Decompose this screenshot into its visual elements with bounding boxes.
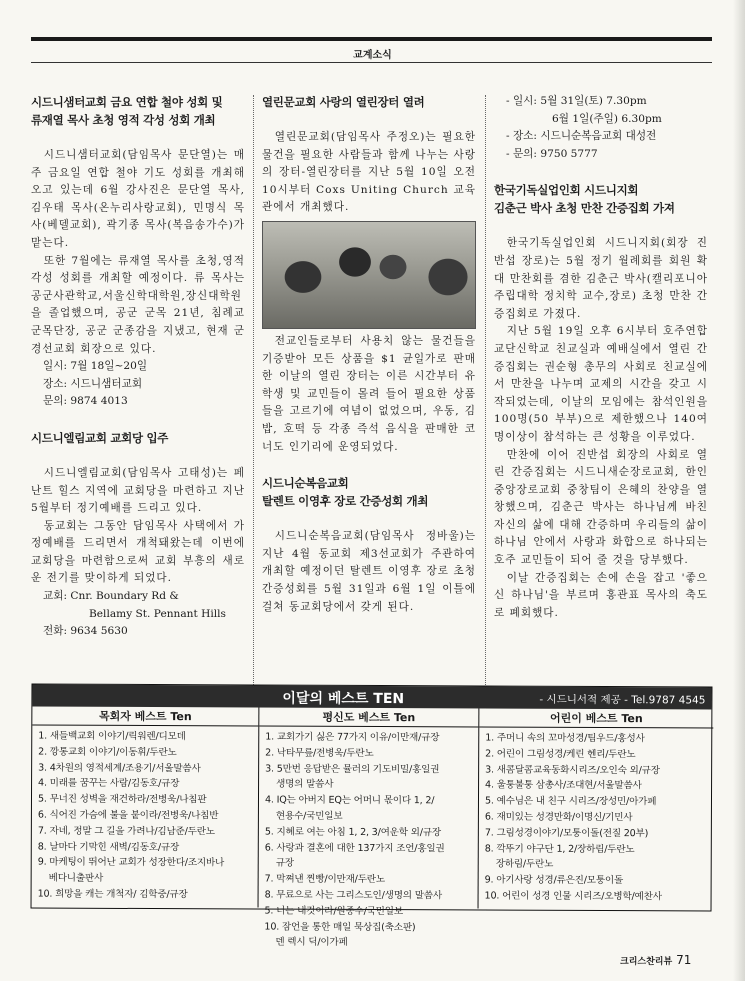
article-headline: 열린문교회 사랑의 열린장터 열려: [262, 95, 425, 109]
book-item: 7. 막쪄낸 찐빵/이만재/두란노: [264, 873, 385, 886]
column-2: [262, 93, 476, 616]
best-ten-header: [32, 685, 711, 710]
book-item: 7. 자네, 정말 그 길을 가려나/김남준/두란노: [37, 825, 215, 838]
best-ten-title: 이달의 베스트 TEN: [282, 690, 405, 708]
column-3: [494, 93, 708, 622]
article-paragraph: 시드니엘림교회(담임목사 고태성)는 페난트 힐스 지역에 교회당을 마련하고 지난 5월부터 정기예배를 드리고 있다.: [31, 466, 245, 515]
book-item: 4. IQ는 아버지 EQ는 어머니 몫이다 1, 2/: [264, 794, 435, 807]
article-headline: 시드니엘림교회 교회당 입주: [31, 430, 169, 445]
book-item: 9. 아기사랑 성경/류은진/모퉁이돌: [484, 874, 624, 887]
book-item: 5. 예수님은 내 친구 시리즈/장성민/아가페: [484, 795, 657, 808]
book-list: [258, 727, 478, 955]
book-item: 10. 희망을 캐는 개척자/ 김학중/규장: [37, 888, 188, 901]
best-ten-box: [31, 684, 713, 949]
book-item: 6. 사랑과 결혼에 대한 137가지 조언/홍일권: [264, 842, 445, 854]
column-divider: [485, 95, 486, 685]
article-paragraph: 열린문교회(담임목사 주정오)는 필요한 물건을 필요한 사람들과 함께 나누는 사랑의 장터-열린장터를 지난 5월 10일 오전 10시부터 Coxs Uniting Church 교육관에서 개최했다.: [262, 131, 476, 214]
column-divider: [253, 95, 254, 685]
book-item-cont: 생명의 말씀사: [276, 778, 334, 791]
header-divider: [31, 62, 712, 63]
best-ten-column-children: 어린이 베스트 Ten 1. 주머니 속의 꼬마성경/팀우드/홍성사 2. 어린이 그림성경/케린 헨리/두란노 3. 새콤달콤교육동화시리즈/오인숙 외/규장 4. 울퉁불퉁 삼총사/조대현/서울말씀사 5. 예수님은 내 친구 시리즈/장성민/아가페 6. 재미있는 성경만화/이명신/기민사 7. 그림성경이야기/모퉁이돌(전질 20부) 8. 깍뚜기 야구단 1, 2/장하림/두란노 장하림/두란노 9. 아기사랑 성경/류은진/모퉁이돌 10. 어린이 성경 인물 시리즈/오병학/예찬사: [479, 708, 714, 909]
event-info: - 일시: 5월 31일(토) 7.30pm 6월 1일(주일) 6.30pm - 장소: 시드니순복음교회 대성전 - 문의: 9750 5777: [506, 95, 662, 160]
article-headline: 한국기독실업인회 시드니지회 김춘근 박사 초청 만찬 간증집회 가져: [494, 183, 675, 216]
book-item: 2. 낙타무릎/전병욱/두란노: [265, 747, 374, 759]
top-rule: [31, 37, 712, 41]
book-item: 5. 무너진 성벽을 재건하라/전병욱/나침판: [37, 793, 207, 806]
book-item: 10. 어린이 성경 인물 시리즈/오병학/예찬사: [484, 890, 662, 903]
best-ten-source: - 시드니서적 제공 - Tel.9787 4545: [539, 693, 706, 707]
book-item: 2. 깡통교회 이야기/이동휘/두란노: [38, 746, 177, 758]
page-edge-shadow: [733, 0, 745, 981]
book-item: 8. 날마다 기막힌 새벽/김동호/규장: [37, 841, 180, 853]
book-item-cont: 현용수/국민일보: [275, 810, 343, 822]
article-headline: 시드니순복음교회 탈렌트 이영후 장로 간증성회 개최: [262, 476, 429, 509]
book-item-cont: 덴 렉시 딕/이가페: [275, 936, 348, 949]
book-item: 4. 미래를 꿈꾸는 사람/김동호/규장: [38, 777, 180, 790]
event-photo: [262, 221, 476, 329]
event-info: 일시: 7월 18일~20일 장소: 시드니샘터교회 문의: 9874 4013: [43, 360, 148, 408]
book-item: 5. 너는 내것이라/원종수/국민일보: [264, 905, 403, 917]
book-list: [479, 727, 714, 908]
book-item: 7. 그림성경이야기/모퉁이돌(전질 20부): [484, 827, 649, 839]
article-paragraph: 이날 간증집회는 손에 손을 잡고 '좋으신 하나님'을 부르며 홍관표 목사의 축도로 폐회했다.: [494, 571, 708, 619]
article-paragraph: 전교인들로부터 사용치 않는 물건들을 기증받아 모든 상품을 $1 균일가로 판매한 이날의 열린 장터는 이른 시간부터 유학생 및 교민들이 몰려 들어 필요한 상품들을 고르기에 여념이 없었으며, 우동, 김밥, 호떡 등 각종 즉석 음식을 판매한 코너도 인기리에 운영되었다.: [262, 334, 476, 453]
book-item: 8. 무료으로 사는 그리스도인/생명의 말씀사: [264, 889, 442, 902]
book-item: 3. 4차원의 영적세계/조용기/서울말씀사: [38, 762, 201, 774]
column-1: [31, 93, 245, 641]
book-item: 9. 마케팅이 뛰어난 교회가 성장한다/조지바나: [37, 856, 225, 869]
book-item: 3. 5만번 응답받은 뮬러의 기도비밀/홍일권: [265, 763, 440, 775]
book-item: 1. 주머니 속의 꼬마성경/팀우드/홍성사: [485, 732, 645, 745]
article-paragraph: 만찬에 이어 진반섭 회장의 사회로 열린 간증집회는 시드니새순장로교회, 한인중앙장로교회 중창팀이 은혜의 찬양을 열창했으며, 김춘근 박사는 하나님께 바친 자신의 삶에 대해 간증하며 우리들의 삶이 하나님 안에서 사랑과 화합으로 하나되는 호주 교민들이 되어 줄 것을 당부했다.: [494, 448, 708, 567]
book-item-cont: 장하림/두란노: [495, 858, 554, 871]
book-item: 1. 새들백교회 이야기/릭워렌/디모데: [38, 730, 186, 743]
article-paragraph: 시드니샘터교회(담임목사 문단열)는 매 주 금요일 연합 철야 기도 성회를 개최해 오고 있는데 6월 강사진은 문단열 목사, 김우태 목사(온누리사랑교회), 민명식 목사(베델교회), 곽기종 목사(복음송가수)가 맡는다.: [31, 149, 245, 249]
book-item: 4. 울퉁불퉁 삼총사/조대현/서울말씀사: [485, 779, 642, 792]
article-paragraph: 지난 5월 19일 오후 6시부터 호주연합교단신학교 친교실과 예배실에서 열린 간증집회는 권순형 총무의 사회로 친교실에서 만찬을 나누며 교제의 시간을 갖고 시작되었는데, 이날의 모임에는 참석인원을 100명(50 부부)으로 제한했으나 140여 명이상이 참석하는 큰 성황을 이루었다.: [494, 325, 708, 443]
book-list: [32, 726, 259, 907]
best-ten-column-pastor: 목회자 베스트 Ten 1. 새들백교회 이야기/릭워렌/디모데 2. 깡통교회 이야기/이동휘/두란노 3. 4차원의 영적세계/조용기/서울말씀사 4. 미래를 꿈꾸는 사람/김동호/규장 5. 무너진 성벽을 재건하라/전병욱/나침판 6. 식어진 가슴에 불을 붙이라/전병욱/나침반 7. 자네, 정말 그 길을 가려나/김남준/두란노 8. 날마다 기막힌 새벽/김동호/규장 9. 마케팅이 뛰어난 교회가 성장한다/조지바나 베다니출판사 10. 희망을 캐는 개척자/ 김학중/규장: [32, 707, 260, 908]
page-number: 71: [676, 953, 692, 967]
article-paragraph: 동교회는 그동안 담임목사 사택에서 가정예배를 드리면서 개척돼왔는데 이번에 교회당을 마련함으로써 교회 부흥의 새로운 전기를 맞이하게 되었다.: [31, 519, 245, 585]
book-item: 5. 지혜로 여는 아침 1, 2, 3/여운학 외/규장: [264, 826, 441, 839]
article-paragraph: 또한 7월에는 류재열 목사를 초청,영적 각성 성회를 개최할 예정이다. 류 목사는 공군사관학교,서울신학대학원,장신대학원을 졸업했으며, 공군 군목 21년, 침례교 군목단장, 공군 군종감을 지냈고, 현재 군경선교회 회장으로 있다.: [31, 254, 245, 355]
article-paragraph: 시드니순복음교회(담임목사 정바울)는 지난 4월 동교회 제3선교회가 주관하여 개최할 예정이던 탈렌트 이영후 장로 초청 간증성회를 5월 31일과 6월 1일 이틀에 걸쳐 동교회당에서 갖게 된다.: [262, 530, 476, 613]
book-item: 8. 깍뚜기 야구단 1, 2/장하림/두란노: [484, 843, 635, 855]
book-item-cont: 규장: [275, 857, 294, 870]
book-item: 3. 새콤달콤교육동화시리즈/오인숙 외/규장: [485, 764, 660, 776]
book-item-cont: 베다니출판사: [48, 872, 104, 885]
section-label: 교계소식: [353, 50, 392, 61]
page-footer: [620, 953, 691, 967]
best-ten-column-layperson: 평신도 베스트 Ten 1. 교회가기 싫은 77가지 이유/이만재/규장 2. 낙타무릎/전병욱/두란노 3. 5만번 응답받은 뮬러의 기도비밀/홍일권 생명의 말씀사 4. IQ는 아버지 EQ는 어머니 몫이다 1, 2/ 현용수/국민일보 5. 지혜로 여는 아침 1, 2, 3/여운학 외/규장 6. 사랑과 결혼에 대한 137가지 조언/홍일권 규장 7. 막쪄낸 찐빵/이만재/두란노 8. 무료으로 사는 그리스도인/생명의 말씀사 5. 너는 내것이라/원종수/국민일보 10. 잠언을 통한 매일 묵상집(축소판) 덴 렉시 딕/이가페: [259, 708, 480, 909]
church-info: 교회: Cnr. Boundary Rd & Bellamy St. Pennant Hills 전화: 9634 5630: [43, 590, 226, 638]
book-item: 6. 식어진 가슴에 불을 붙이라/전병욱/나침반: [37, 809, 219, 822]
magazine-name: 크리스찬리뷰: [620, 957, 673, 967]
book-item: 6. 재미있는 성경만화/이명신/기민사: [484, 811, 633, 824]
book-item: 1. 교회가기 싫은 77가지 이유/이만재/규장: [265, 731, 440, 744]
book-item: 2. 어린이 그림성경/케린 헨리/두란노: [485, 748, 636, 760]
article-paragraph: 한국기독실업인회 시드니지회(회장 진반섭 장로)는 5월 정기 월례회를 회원 확대 만찬회를 겸한 김춘근 박사(캘리포니아 주립대학 정치학 교수,장로) 초청 만찬 간증집회로 가졌다.: [494, 237, 708, 320]
article-headline: 시드니샘터교회 금요 연합 철야 성회 및 류재열 목사 초청 영적 각성 성회 개최: [31, 95, 223, 127]
book-item: 10. 잠언을 통한 매일 묵상집(축소판): [264, 921, 416, 933]
